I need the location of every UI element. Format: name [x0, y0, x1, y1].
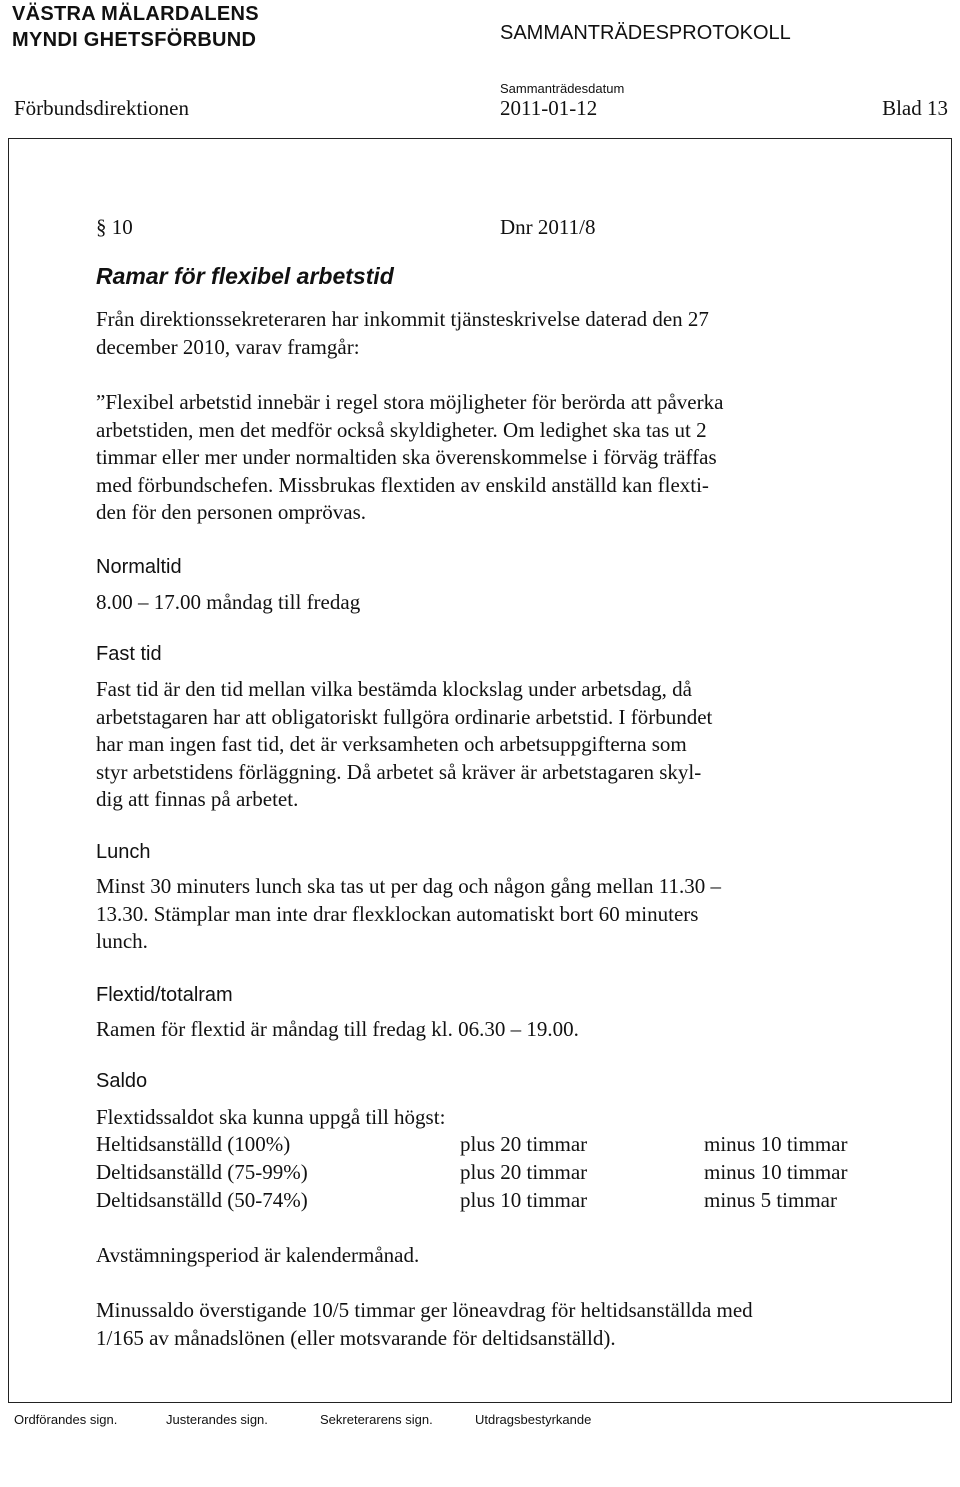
flextime-frame-text: Ramen för flextid är måndag till fredag kl. 06.30 – 19.00.: [96, 1017, 579, 1041]
fixed-time-paragraph: [96, 676, 712, 814]
adjuster-signature-label: Justerandes sign.: [166, 1412, 268, 1427]
secretary-signature-label: Sekreterarens sign.: [320, 1412, 433, 1427]
normal-time-text: 8.00 – 17.00 måndag till fredag: [96, 590, 361, 614]
quote-line: arbetstiden, men det medför också skyldigheter. Om ledighet ska tas ut 2: [96, 417, 707, 442]
chair-signature-label: Ordförandes sign.: [14, 1412, 118, 1427]
intro-paragraph: [96, 306, 709, 361]
fixed-time-line: dig att finnas på arbetet.: [96, 787, 299, 811]
meeting-date: 2011-01-12: [500, 96, 598, 120]
negative-balance-line: 1/165 av månadslönen (eller motsvarande för deltidsanställd).: [96, 1325, 616, 1350]
fixed-time-line: har man ingen fast tid, det är verksamheten och arbetsuppgifterna som: [96, 732, 687, 756]
balance-intro: Flextidssaldot ska kunna uppgå till högst:: [96, 1105, 446, 1129]
organization-name-line2: MYNDI GHETSFÖRBUND: [12, 29, 257, 51]
plus-limit: plus 10 timmar: [460, 1188, 588, 1212]
normal-time-heading: Normaltid: [96, 556, 182, 578]
meeting-date-label: Sammanträdesdatum: [500, 81, 625, 96]
diary-number: Dnr 2011/8: [500, 215, 596, 239]
section-title: Ramar för flexibel arbetstid: [96, 263, 394, 289]
intro-line: december 2010, varav framgår:: [96, 334, 360, 359]
quote-line: ”Flexibel arbetstid innebär i regel stora möjligheter för berörda att påverka: [96, 390, 724, 414]
fixed-time-line: arbetstagaren har att obligatoriskt fullgöra ordinarie arbetstid. I förbundet: [96, 704, 713, 729]
minus-limit: minus 10 timmar: [704, 1132, 848, 1156]
employment-type: Deltidsanställd (50-74%): [96, 1188, 308, 1212]
minus-limit: minus 5 timmar: [704, 1188, 837, 1212]
extract-certification-label: Utdragsbestyrkande: [475, 1412, 592, 1427]
plus-limit: plus 20 timmar: [460, 1160, 588, 1184]
unit-name: Förbundsdirektionen: [14, 96, 189, 120]
intro-line: Från direktionssekreteraren har inkommit tjänsteskrivelse daterad den 27: [96, 307, 709, 331]
lunch-line: lunch.: [96, 929, 148, 953]
employment-type: Deltidsanställd (75-99%): [96, 1160, 308, 1184]
employment-type: Heltidsanställd (100%): [96, 1132, 291, 1156]
quote-line: med förbundschefen. Missbrukas flextiden av enskild anställd kan flexti-: [96, 472, 709, 497]
section-number: § 10: [96, 215, 133, 239]
fixed-time-heading: Fast tid: [96, 643, 162, 665]
balance-heading: Saldo: [96, 1070, 148, 1092]
quote-paragraph: [96, 389, 723, 527]
quote-line: den för den personen omprövas.: [96, 500, 367, 524]
minus-limit: minus 10 timmar: [704, 1160, 848, 1184]
page-number: Blad 13: [882, 96, 948, 120]
fixed-time-line: Fast tid är den tid mellan vilka bestämda klockslag under arbetsdag, då: [96, 677, 692, 701]
lunch-line: Minst 30 minuters lunch ska tas ut per dag och någon gång mellan 11.30 –: [96, 874, 722, 898]
lunch-line: 13.30. Stämplar man inte drar flexklockan automatiskt bort 60 minuters: [96, 901, 699, 926]
negative-balance-paragraph: [96, 1297, 753, 1352]
fixed-time-line: styr arbetstidens förläggning. Då arbetet så kräver är arbetstagaren skyl-: [96, 759, 702, 784]
lunch-paragraph: [96, 873, 721, 956]
document-type: SAMMANTRÄDESPROTOKOLL: [500, 22, 791, 44]
plus-limit: plus 20 timmar: [460, 1132, 588, 1156]
organization-name-line1: VÄSTRA MÄLARDALENS: [12, 3, 259, 25]
reconciliation-period-text: Avstämningsperiod är kalendermånad.: [96, 1243, 420, 1267]
lunch-heading: Lunch: [96, 841, 151, 863]
negative-balance-line: Minussaldo överstigande 10/5 timmar ger löneavdrag för heltidsanställda med: [96, 1298, 753, 1322]
quote-line: timmar eller mer under normaltiden ska överenskommelse i förväg träffas: [96, 445, 717, 469]
flextime-frame-heading: Flextid/totalram: [96, 984, 233, 1006]
